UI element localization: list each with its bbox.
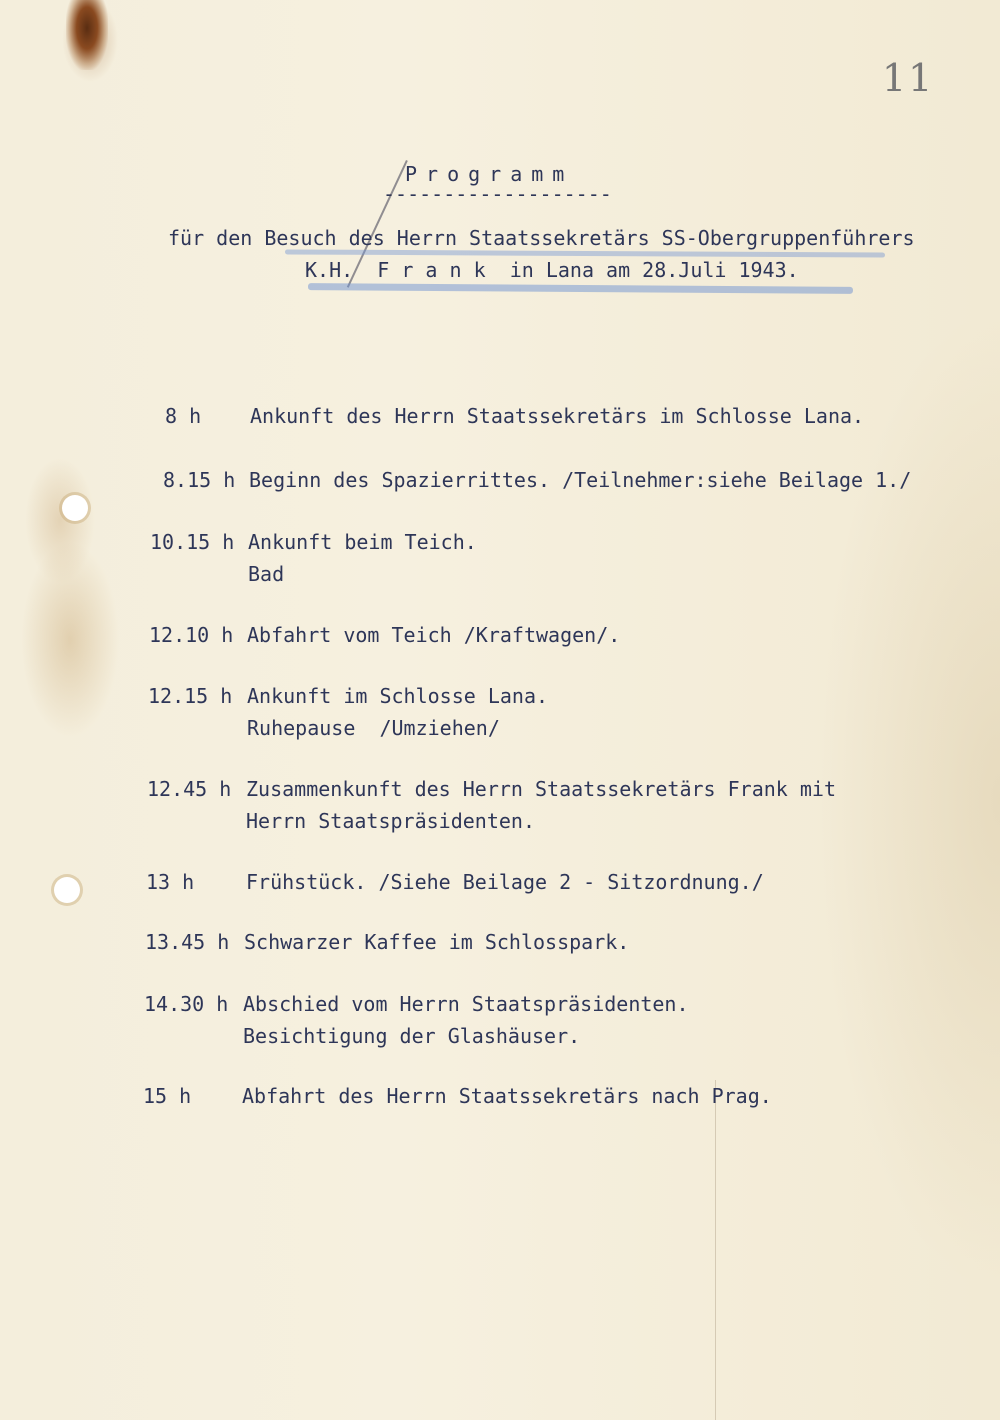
entry-time: 10.15 h (150, 530, 235, 554)
entry-text: Ankunft beim Teich. (248, 530, 477, 554)
entry-text: Beginn des Spazierrittes. /Teilnehmer:siehe Beilage 1./ (249, 468, 912, 492)
entry-text: Abschied vom Herrn Staatspräsidenten. (243, 992, 689, 1016)
entry-time: 12.15 h (148, 684, 233, 708)
entry-text-line2: Ruhepause /Umziehen/ (247, 716, 500, 740)
entry-text-line2: Herrn Staatspräsidenten. (246, 809, 535, 833)
entry-text-line2: Besichtigung der Glashäuser. (243, 1024, 581, 1048)
rust-stain (66, 0, 108, 70)
paper-fold-line (715, 1080, 716, 1420)
entry-text: Ankunft des Herrn Staatssekretärs im Schlosse Lana. (250, 404, 865, 428)
entry-text: Frühstück. /Siehe Beilage 2 - Sitzordnung./ (246, 870, 764, 894)
entry-time: 13.45 h (145, 930, 230, 954)
entry-text: Ankunft im Schlosse Lana. (247, 684, 549, 708)
entry-time: 12.10 h (149, 623, 234, 647)
entry-time: 15 h (143, 1084, 192, 1108)
entry-text: Abfahrt des Herrn Staatssekretärs nach Prag. (242, 1084, 772, 1108)
entry-text: Schwarzer Kaffee im Schlosspark. (244, 930, 630, 954)
entry-time: 13 h (146, 870, 195, 894)
page-number: 11 (882, 56, 935, 100)
entry-text: Zusammenkunft des Herrn Staatssekretärs Frank mit (246, 777, 837, 801)
entry-time: 8 h (165, 404, 202, 428)
blue-pencil-underline-2 (308, 283, 853, 294)
schedule-entry (143, 1084, 772, 1180)
punch-hole-lower (54, 877, 80, 903)
entry-time: 8.15 h (163, 468, 236, 492)
subtitle-line-2: K.H. F r a n k in Lana am 28.Juli 1943. (305, 258, 799, 282)
title-underline: ------------------- (383, 182, 612, 206)
entry-text: Abfahrt vom Teich /Kraftwagen/. (247, 623, 621, 647)
blue-pencil-underline-1 (285, 249, 885, 257)
entry-time: 14.30 h (144, 992, 229, 1016)
subtitle-line-1: für den Besuch des Herrn Staatssekretärs SS-Obergruppenführers (168, 226, 915, 250)
entry-time: 12.45 h (147, 777, 232, 801)
document-title: Programm (405, 162, 574, 186)
punch-hole-upper (62, 495, 88, 521)
entry-text-line2: Bad (248, 562, 285, 586)
